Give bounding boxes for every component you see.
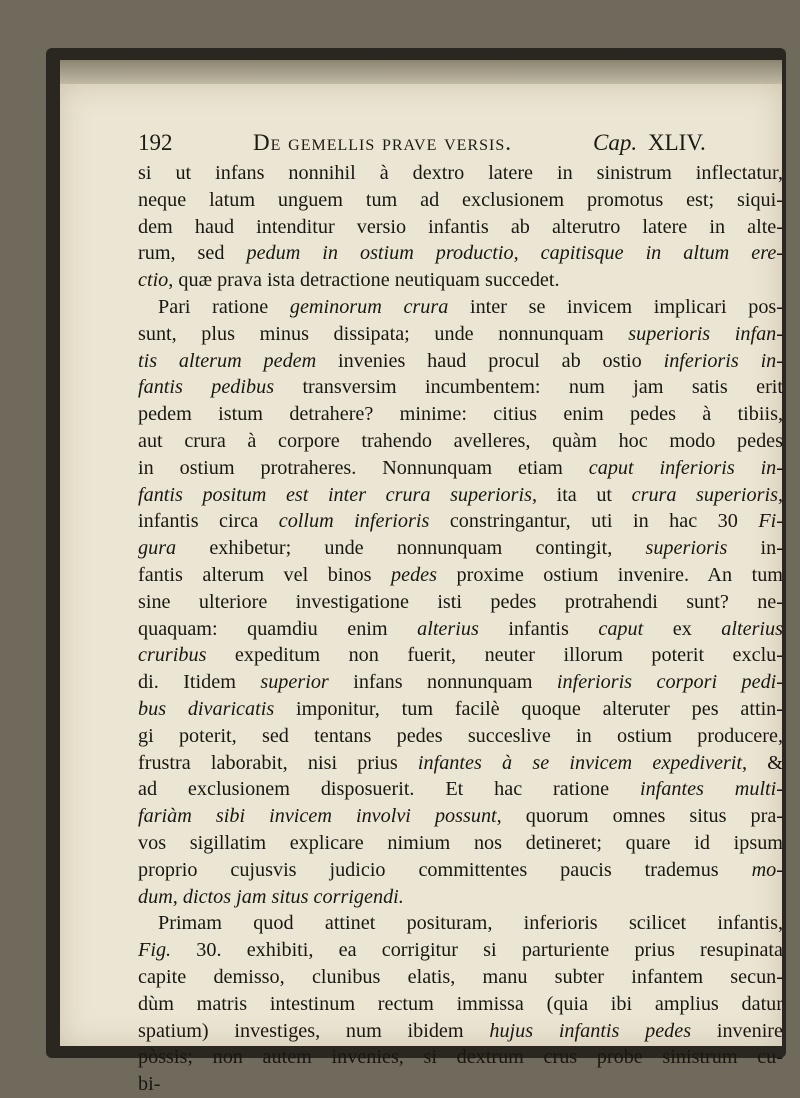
text-segment: sunt, plus minus dissipata; unde nonnunquam: [138, 322, 629, 345]
text-line: [138, 428, 783, 455]
text-segment: pedem istum detrahere? minime: citius enim pedes à tibiis,: [138, 403, 783, 426]
text-segment: , quorum omnes situs pra-: [496, 805, 783, 828]
text-line: [138, 535, 783, 562]
italic-segment: infantes multi-: [639, 778, 783, 801]
text-segment: imponitur, tum facilè quoque alteruter pes attin-: [274, 697, 783, 720]
text-segment: proxime ostium invenire. An tum: [436, 563, 783, 586]
text-segment: spatium) investiges, num ibidem: [138, 1019, 490, 1042]
text-line: [138, 1018, 783, 1045]
chapter-label: Cap.: [593, 130, 638, 155]
italic-segment: superioris: [645, 537, 728, 560]
text-segment: 30. exhibiti, ea corrigitur si parturiente prius resupinata: [171, 939, 783, 962]
text-segment: , &: [742, 751, 783, 774]
text-segment: aut crura à corpore trahendo avelleres, quàm hoc modo pedes: [138, 429, 783, 452]
text-line: [138, 803, 783, 830]
italic-segment: caput: [598, 617, 644, 640]
italic-segment: gura: [138, 537, 177, 560]
text-segment: quaquam: quamdiu enim: [138, 617, 418, 640]
text-line: [138, 964, 783, 991]
text-segment: sine ulteriore investigatione isti pedes protrahendi sunt? ne-: [138, 590, 783, 613]
italic-segment: capitisque in altum ere-: [540, 242, 783, 265]
text-segment: di. Itidem: [138, 671, 261, 694]
text-segment: transversim incumbentem: num jam satis erit: [274, 376, 783, 399]
text-line: [138, 455, 783, 482]
text-segment: expeditum non fuerit, neuter illorum poterit exclu-: [206, 644, 783, 667]
text-segment: proprio cujusvis judicio committentes paucis trademus: [138, 858, 752, 881]
text-segment: dem haud intenditur versio infantis ab alterutro latere in alte-: [138, 215, 783, 238]
text-segment: pòssis; non autem invenies, si dextrum crus probe sinistrum cu-: [138, 1046, 783, 1069]
italic-segment: superior: [260, 671, 329, 694]
text-line: [138, 294, 783, 321]
running-header: [138, 130, 783, 164]
text-line: [138, 750, 783, 777]
text-line: [138, 187, 783, 214]
text-segment: infantis: [478, 617, 599, 640]
text-segment: ad exclusionem disposuerit. Et hac ratione: [138, 778, 640, 801]
italic-segment: dictos jam situs corrigendi.: [182, 885, 404, 908]
text-segment: ,: [172, 885, 183, 908]
text-segment: ,: [513, 242, 541, 265]
text-line: [138, 401, 783, 428]
text-line: [138, 830, 783, 857]
italic-segment: collum inferioris: [278, 510, 430, 533]
text-segment: Primam quod attinet posituram, inferioris scilicet infantis,: [158, 912, 783, 935]
italic-segment: pedum in ostium productio: [246, 242, 514, 265]
text-line: [138, 589, 783, 616]
chapter-number: XLIV.: [648, 130, 706, 155]
text-segment: ,: [777, 483, 783, 506]
text-line: [138, 884, 783, 911]
text-line: [138, 562, 783, 589]
text-segment: in ostium protraheres. Nonnunquam etiam: [138, 456, 589, 479]
text-segment: inter se invicem implicari pos-: [448, 295, 783, 318]
text-line: [138, 910, 783, 937]
text-line: [138, 240, 783, 267]
text-segment: , ita ut: [531, 483, 632, 506]
text-segment: infantis circa: [138, 510, 279, 533]
text-segment: ex: [643, 617, 722, 640]
text-line: [138, 348, 783, 375]
text-line: [138, 669, 783, 696]
text-line: [138, 482, 783, 509]
text-segment: invenire: [691, 1019, 783, 1042]
text-line: [138, 214, 783, 241]
page-number: 192: [138, 130, 173, 155]
italic-segment: Fig.: [138, 939, 172, 962]
text-line: [138, 991, 783, 1018]
text-line: [138, 1044, 783, 1071]
text-line: [138, 160, 783, 187]
italic-segment: pedes: [391, 563, 437, 586]
text-segment: frustra laborabit, nisi prius: [138, 751, 418, 774]
italic-segment: inferioris in-: [663, 349, 783, 372]
text-segment: rum, sed: [138, 242, 247, 265]
text-line: [138, 723, 783, 750]
text-segment: infans nonnunquam: [328, 671, 557, 694]
text-segment: si ut infans nonnihil à dextro latere in sinistrum inflectatur,: [138, 162, 783, 184]
text-line: [138, 696, 783, 723]
text-line: [138, 616, 783, 643]
text-segment: capite demisso, clunibus elatis, manu subter infantem secun-: [138, 965, 783, 988]
text-segment: , quæ prava ista detractione neutiquam succedet.: [168, 269, 560, 292]
italic-segment: hujus infantis pedes: [489, 1019, 692, 1042]
italic-segment: caput inferioris in-: [588, 456, 783, 479]
text-segment: dùm matris intestinum rectum immissa (quia ibi amplius datur: [138, 992, 783, 1015]
catchword: bi-: [138, 1073, 161, 1096]
italic-segment: crura superioris: [631, 483, 778, 506]
text-segment: invenies haud procul ab ostio: [316, 349, 664, 372]
italic-segment: cruribus: [138, 644, 207, 667]
italic-segment: Fi-: [758, 510, 783, 533]
italic-segment: geminorum crura: [289, 295, 449, 318]
text-line: [138, 776, 783, 803]
running-title: De gemellis prave versis.: [253, 130, 513, 155]
text-line: [138, 374, 783, 401]
text-segment: in-: [727, 537, 783, 560]
text-segment: neque latum unguem tum ad exclusionem promotus est; siqui-: [138, 188, 783, 211]
text-segment: Pari ratione: [158, 295, 290, 318]
text-line: [138, 857, 783, 884]
text-line: [138, 642, 783, 669]
italic-segment: superioris infan-: [628, 322, 783, 345]
italic-segment: fantis positum est inter crura superioris: [138, 483, 532, 506]
text-line: [138, 321, 783, 348]
italic-segment: fariàm sibi invicem involvi possunt: [138, 805, 497, 828]
text-segment: fantis alterum vel binos: [138, 563, 392, 586]
italic-segment: alterius: [417, 617, 479, 640]
italic-segment: bus divaricatis: [138, 697, 275, 720]
body-text: [138, 160, 783, 1098]
italic-segment: inferioris corpori pedi-: [556, 671, 783, 694]
italic-segment: infantes à se invicem expediverit: [417, 751, 743, 774]
italic-segment: dum: [138, 885, 173, 908]
text-segment: exhibetur; unde nonnunquam contingit,: [176, 537, 646, 560]
text-segment: vos sigillatim explicare nimium nos detineret; quare id ipsum: [138, 831, 783, 854]
italic-segment: ctio: [138, 269, 169, 292]
text-line: [138, 937, 783, 964]
text-line: [138, 267, 783, 294]
italic-segment: fantis pedibus: [138, 376, 275, 399]
italic-segment: mo-: [751, 858, 783, 881]
italic-segment: tis alterum pedem: [138, 349, 317, 372]
text-line: [138, 508, 783, 535]
italic-segment: alterius: [721, 617, 783, 640]
text-segment: constringantur, uti in hac 30: [429, 510, 759, 533]
text-segment: gi poterit, sed tentans pedes succeslive in ostium producere,: [138, 724, 783, 747]
